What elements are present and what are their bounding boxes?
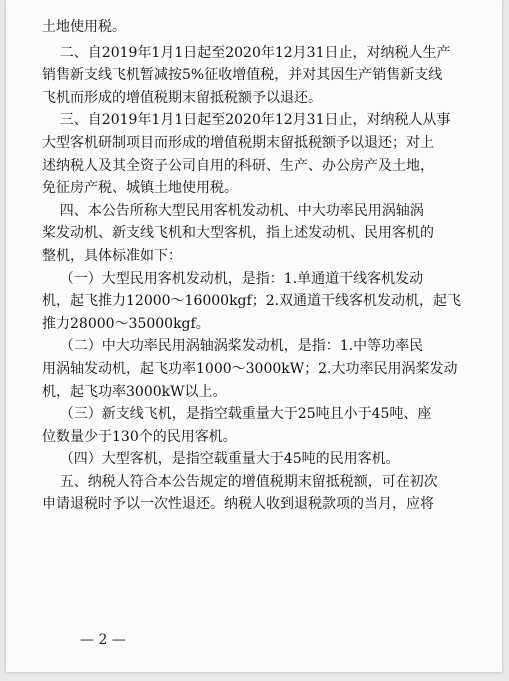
paragraph bbox=[42, 471, 482, 516]
document-page bbox=[6, 0, 502, 672]
text-line: 四、本公告所称大型民用客机发动机、中大功率民用涡轴涡 bbox=[42, 202, 424, 219]
text-line: 申请退税时予以一次性退还。纳税人收到退税款项的当月，应将 bbox=[42, 496, 434, 513]
paragraph bbox=[42, 403, 482, 448]
text-line: 机，起飞推力12000～16000kgf；2.双通道干线客机发动机，起飞 bbox=[42, 293, 462, 310]
text-line: 五、纳税人符合本公告规定的增值税期末留抵税额，可在初次 bbox=[42, 473, 438, 490]
text-line: 飞机而形成的增值税期末留抵税额予以退还。 bbox=[42, 89, 322, 106]
text-line: 销售新支线飞机暂减按5%征收增值税，并对其因生产销售新支线 bbox=[42, 67, 443, 84]
text-line: 位数量少于130个的民用客机。 bbox=[42, 428, 237, 445]
text-line: 免征房产税、城镇土地使用税。 bbox=[42, 180, 238, 197]
paragraph bbox=[42, 335, 482, 403]
text-line: 三、自2019年1月1日起至2020年12月31日止，对纳税人从事 bbox=[42, 112, 451, 129]
paragraph bbox=[42, 200, 482, 268]
text-line: 用涡轴发动机，起飞功率1000～3000kW；2.大功率民用涡桨发动 bbox=[42, 360, 458, 377]
text-line: 整机，具体标准如下： bbox=[42, 247, 182, 264]
text-line: 述纳税人及其全资子公司自用的科研、生产、办公房产及土地， bbox=[42, 157, 434, 174]
text-line: 推力28000～35000kgf。 bbox=[42, 315, 210, 332]
paragraph bbox=[42, 16, 482, 39]
paragraph bbox=[42, 42, 482, 110]
text-line: 桨发动机、新支线飞机和大型客机，指上述发动机、民用客机的 bbox=[42, 225, 434, 242]
text-line: （四）大型客机，是指空载重量大于45吨的民用客机。 bbox=[42, 451, 400, 468]
text-line: （三）新支线飞机，是指空载重量大于25吨且小于45吨、座 bbox=[42, 406, 432, 423]
paragraph bbox=[42, 109, 482, 199]
text-line: 二、自2019年1月1日起至2020年12月31日止，对纳税人生产 bbox=[42, 44, 451, 61]
text-line: （一）大型民用客机发动机，是指：1.单通道干线客机发动 bbox=[42, 270, 424, 287]
text-line: （二）中大功率民用涡轴涡桨发动机，是指：1.中等功率民 bbox=[42, 338, 424, 355]
document-body bbox=[42, 16, 482, 516]
text-line: 机，起飞功率3000kW以上。 bbox=[42, 383, 227, 400]
paragraph bbox=[42, 448, 482, 471]
text-line: 土地使用税。 bbox=[42, 19, 126, 35]
text-line: 大型客机研制项目而形成的增值税期末留抵税额予以退还；对上 bbox=[42, 134, 434, 151]
paragraph bbox=[42, 268, 482, 336]
page-number: — 2 — bbox=[80, 632, 126, 648]
